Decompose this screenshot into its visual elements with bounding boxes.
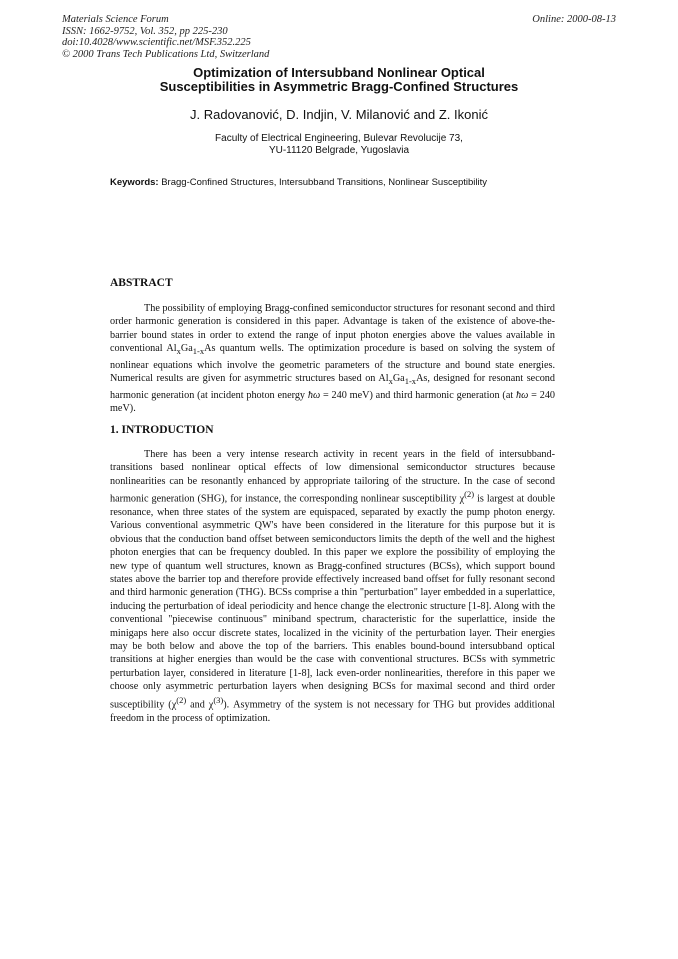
subscript: x <box>388 376 393 387</box>
copyright-line: © 2000 Trans Tech Publications Ltd, Switzerland <box>62 48 270 60</box>
photon-energy-symbol: ħω <box>516 389 529 401</box>
keywords-label: Keywords: <box>110 177 159 188</box>
keywords <box>110 177 580 188</box>
chi-symbol: χ <box>208 699 214 711</box>
affiliation-line-2: YU-11120 Belgrade, Yugoslavia <box>268 145 410 156</box>
abstract-text: Ga <box>180 343 193 355</box>
title-line-2: Susceptibilities in Asymmetric Bragg-Confined Structures <box>159 78 519 94</box>
intro-text: is largest at double resonance, when three states of the system are equispaced, separated by exactly the pump photon energy. Various conventional asymmetric QW's have been considered in the literature for this purpose but it is obvious that the conduction band offset between semiconductors limits the depth of the well and the highest photon energies that can be frequency doubled. In this paper we explore the possibility of employing the new type of quantum well structures, known as Bragg-confined structures (BCSs), which support bound states above the barrier top and therefore provide effectively increased band offset for fully resonant second and third harmonic generation (THG). BCSs comprise a thin "perturbation" layer embedded in a superlattice, inducing the perturbation of ideal periodicity and hence change the electronic structure [1-8]. Along with the conventional "piecewise continuous" miniband spectrum, characteristic for the superlattice, inside the minigaps here also occur discrete states, localized in the vicinity of the perturbation layer. Their energies may be both below and above the top of the barriers. This enables bound-bound intersubband optical transitions at higher energies than would be the case with conventional structures. BCSs with symmetric perturbation layer, considered in literature [1-8], lack even-order nonlinearities, therefore in this paper we choose only asymmetric perturbation layers when designing BCSs for maximal second and third order susceptibility ( <box>110 493 555 711</box>
abstract-text: The possibility of employing Bragg-confined semiconductor structures for resonant second and third order harmonic generation is considered in this paper. Advantage is taken of the existence of above-the-barrier bound states in order to extend the range of input photon energies above the values available in conventional Al <box>110 303 555 355</box>
intro-text: and <box>186 699 209 711</box>
chi-symbol: χ <box>459 493 465 505</box>
affiliation <box>0 133 678 157</box>
online-date: Online: 2000-08-13 <box>532 14 616 25</box>
abstract-text: Ga <box>392 373 405 385</box>
photon-energy-symbol: ħω <box>307 389 321 401</box>
title-line-1: Optimization of Intersubband Nonlinear Optical <box>193 65 485 80</box>
journal-name: Materials Science Forum <box>62 14 169 25</box>
subscript: 1-x <box>192 346 205 357</box>
doi-line: doi:10.4028/www.scientific.net/MSF.352.225 <box>62 37 251 48</box>
chi-symbol: χ <box>171 699 177 711</box>
abstract-text: As, designed for resonant second harmonic generation (at incident photon energy <box>110 373 555 401</box>
intro-text: ). Asymmetry of the system is not necessary for THG but provides additional freedom in the process of optimization. <box>110 699 555 724</box>
abstract-text: = 240 meV). <box>110 389 556 414</box>
subscript: x <box>176 346 181 357</box>
affiliation-line-1: Faculty of Electrical Engineering, Bulevar Revolucije 73, <box>215 133 463 144</box>
abstract-paragraph <box>110 302 555 415</box>
introduction-paragraph <box>110 448 555 725</box>
abstract-heading: ABSTRACT <box>110 277 173 289</box>
paper-title <box>0 66 678 93</box>
superscript: (2) <box>176 694 187 705</box>
superscript: (2) <box>464 489 475 500</box>
superscript: (3) <box>213 694 224 705</box>
abstract-text: = 240 meV) and third harmonic generation (at <box>320 389 517 401</box>
keywords-text: Bragg-Confined Structures, Intersubband Transitions, Nonlinear Susceptibility <box>161 177 488 188</box>
introduction-heading: 1. INTRODUCTION <box>110 424 214 436</box>
journal-header <box>62 14 616 60</box>
intro-text: There has been a very intense research activity in recent years in the field of intersubband-transitions based nonlinear optical effects of low dimensional semiconductor structures because nonlinearities can be resonantly enhanced by appropriate tailoring of the structure. In the case of second harmonic generation (SHG), for instance, the corresponding nonlinear susceptibility <box>110 449 555 505</box>
subscript: 1-x <box>404 376 417 387</box>
authors: J. Radovanović, D. Indjin, V. Milanović and Z. Ikonić <box>190 107 488 122</box>
abstract-text: As quantum wells. The optimization procedure is based on solving the system of nonlinear equations which involve the geometric parameters of the structure and bound state energies. Numerical results are given for asymmetric structures based on Al <box>110 343 555 385</box>
issn-line: ISSN: 1662-9752, Vol. 352, pp 225-230 <box>62 25 228 37</box>
